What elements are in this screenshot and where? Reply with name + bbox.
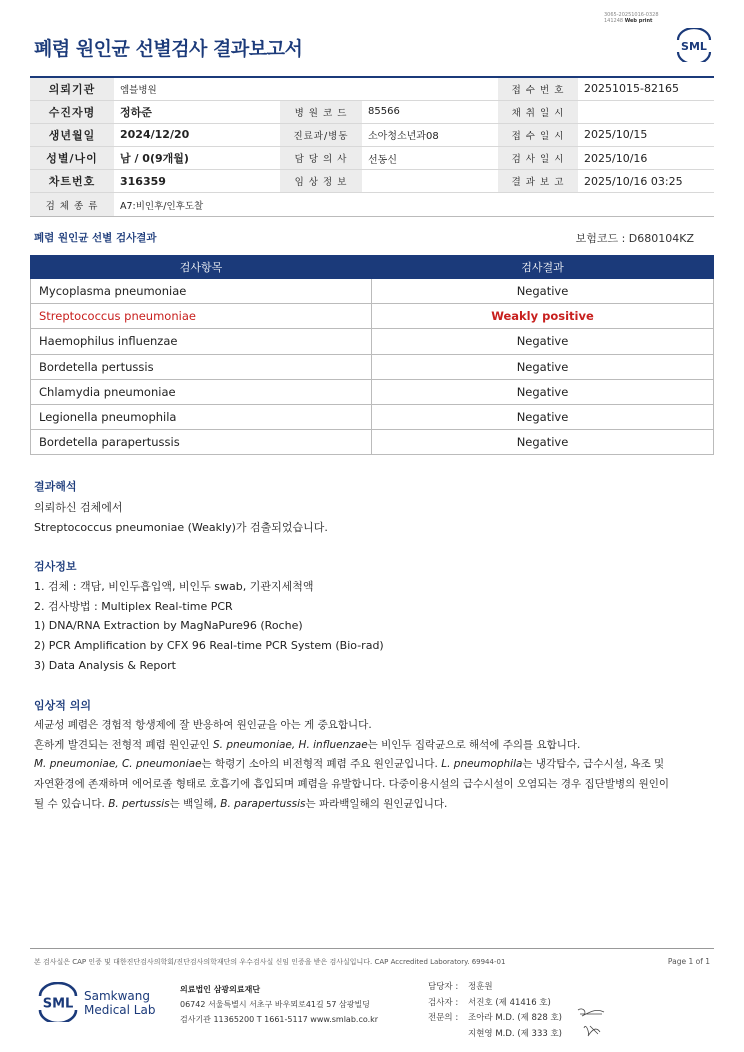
staff-row bbox=[428, 1027, 562, 1043]
clinical-span: 흔하게 발견되는 전형적 폐렴 원인균인 bbox=[34, 738, 213, 751]
info-value: 소아청소년과08 bbox=[362, 123, 498, 146]
info-label: 의뢰기관 bbox=[30, 77, 114, 100]
document-code bbox=[604, 12, 659, 24]
result-row bbox=[31, 379, 714, 404]
info-value: 2025/10/16 bbox=[578, 147, 714, 170]
info-row bbox=[30, 147, 714, 170]
org-address: 06742 서울특별시 서초구 바우뫼로41길 57 삼광빌딩 bbox=[180, 1000, 370, 1009]
test-info-title: 검사정보 bbox=[34, 560, 77, 573]
staff-name: 조아라 M.D. (제 828 호) bbox=[468, 1013, 563, 1023]
doc-code-line2: 141248 bbox=[604, 18, 624, 24]
info-label: 접 수 번 호 bbox=[498, 77, 578, 100]
clinical-line: 자연환경에 존재하며 에어로졸 형태로 호흡기에 흡입되며 폐렴을 유발합니다. 다중이용시설의 급수시설이 오염되는 경우 집단발병의 원인이 bbox=[34, 778, 670, 791]
info-value: 남 / 0(9개월) bbox=[114, 147, 280, 170]
info-label: 성별/나이 bbox=[30, 147, 114, 170]
test-item: Mycoplasma pneumoniae bbox=[31, 279, 372, 304]
clinical-span: 는 비인두 집락균으로 해석에 주의를 요합니다. bbox=[367, 738, 581, 751]
info-row bbox=[30, 170, 714, 193]
clinical-title: 임상적 의의 bbox=[34, 699, 91, 712]
sml-logo bbox=[674, 28, 714, 62]
clinical-line bbox=[34, 736, 669, 756]
info-label: 수진자명 bbox=[30, 100, 114, 123]
specimen-label: 검 체 종 류 bbox=[30, 193, 114, 216]
column-header-item: 검사항목 bbox=[31, 256, 372, 279]
clinical-italic: B. pertussis bbox=[108, 797, 170, 810]
clinical-span: 는 백일해, bbox=[169, 797, 221, 810]
info-value: 2024/12/20 bbox=[114, 123, 280, 146]
result-header-row bbox=[31, 256, 714, 279]
clinical-italic: L. pneumophila bbox=[441, 758, 523, 771]
result-table bbox=[30, 255, 714, 455]
org-name: 의료법인 삼광의료재단 bbox=[180, 985, 261, 994]
interpretation-text bbox=[34, 498, 328, 537]
test-item: Streptococcus pneumoniae bbox=[31, 304, 372, 329]
info-row bbox=[30, 100, 714, 123]
test-item: Bordetella parapertussis bbox=[31, 430, 372, 455]
doc-code-line1: 3065-20251016-0328 bbox=[604, 12, 659, 18]
insurance-code: 보험코드 : D680104KZ bbox=[575, 232, 694, 245]
interpretation-line: Streptococcus pneumoniae (Weakly)가 검출되었습니다. bbox=[34, 520, 328, 534]
report-title: 폐렴 원인균 선별검사 결과보고서 bbox=[34, 38, 303, 60]
info-label: 담 당 의 사 bbox=[280, 147, 362, 170]
info-row bbox=[30, 77, 714, 100]
info-label: 접 수 일 시 bbox=[498, 123, 578, 146]
info-value: 선동신 bbox=[362, 147, 498, 170]
staff-name: 정훈원 bbox=[468, 982, 493, 992]
info-label: 채 취 일 시 bbox=[498, 100, 578, 123]
sml-footer-logo bbox=[36, 982, 80, 1022]
signature-image bbox=[576, 1004, 606, 1038]
staff-name: 지현영 M.D. (제 333 호) bbox=[468, 1028, 563, 1039]
org-contact: 검사기관 11365200 T 1661-5117 www.smlab.co.kr bbox=[180, 1015, 379, 1024]
staff-role: 전문의 : bbox=[428, 1013, 459, 1023]
info-label bbox=[280, 77, 362, 100]
test-item: Haemophilus influenzae bbox=[31, 329, 372, 354]
test-item: Chlamydia pneumoniae bbox=[31, 379, 372, 404]
clinical-span: 될 수 있습니다. bbox=[34, 797, 109, 810]
staff-row bbox=[428, 996, 562, 1012]
result-row bbox=[31, 279, 714, 304]
clinical-line bbox=[34, 755, 669, 775]
info-value: 정하준 bbox=[114, 100, 280, 123]
staff-list bbox=[428, 980, 562, 1042]
result-row bbox=[31, 329, 714, 354]
info-value bbox=[362, 77, 498, 100]
test-info-line: 2) PCR Amplification by CFX 96 Real-time PCR System (Bio-rad) bbox=[34, 639, 384, 653]
test-result: Negative bbox=[372, 430, 714, 455]
clinical-italic: S. pneumoniae, H. influenzae bbox=[212, 738, 368, 751]
test-item: Legionella pneumophila bbox=[31, 404, 372, 429]
info-value: 2025/10/16 03:25 bbox=[578, 170, 714, 193]
info-label: 생년월일 bbox=[30, 123, 114, 146]
test-info-line: 1) DNA/RNA Extraction by MagNaPure96 (Roche) bbox=[34, 619, 303, 633]
brand-line: Medical Lab bbox=[84, 1003, 156, 1017]
info-label: 결 과 보 고 bbox=[498, 170, 578, 193]
clinical-span: 는 냉각탑수, 급수시설, 욕조 및 bbox=[522, 758, 665, 771]
test-info-text bbox=[34, 577, 384, 676]
info-row-specimen bbox=[30, 193, 714, 216]
brand-line: Samkwang bbox=[84, 989, 150, 1003]
info-value: 20251015-82165 bbox=[578, 77, 714, 100]
test-info-line: 1. 검체 : 객담, 비인두흡입액, 비인두 swab, 기관지세척액 bbox=[34, 580, 314, 593]
info-value: 2025/10/15 bbox=[578, 123, 714, 146]
footer-divider bbox=[30, 948, 714, 949]
clinical-italic: M. pneumoniae, C. pneumoniae bbox=[34, 758, 202, 771]
info-label: 진료과/병동 bbox=[280, 123, 362, 146]
accreditation-note: 본 검사실은 CAP 인증 및 대한진단검사의학회/진단검사의학재단의 우수검사실 신임 인증을 받은 검사실입니다. CAP Accredited Laboratory. 69944-01 bbox=[34, 958, 506, 966]
test-result: Weakly positive bbox=[372, 304, 714, 329]
info-label: 검 사 일 시 bbox=[498, 147, 578, 170]
info-label: 차트번호 bbox=[30, 170, 114, 193]
result-row bbox=[31, 404, 714, 429]
column-header-result: 검사결과 bbox=[372, 256, 714, 279]
patient-info-table bbox=[30, 76, 714, 217]
logo-text: SML bbox=[681, 40, 707, 53]
info-row bbox=[30, 123, 714, 146]
info-value: 85566 bbox=[362, 100, 498, 123]
test-info-line: 3) Data Analysis & Report bbox=[34, 658, 176, 672]
page-number: Page 1 of 1 bbox=[667, 957, 710, 966]
test-item: Bordetella pertussis bbox=[31, 354, 372, 379]
test-result: Negative bbox=[372, 379, 714, 404]
result-row bbox=[31, 430, 714, 455]
info-value bbox=[362, 170, 498, 193]
info-value bbox=[578, 100, 714, 123]
test-result: Negative bbox=[372, 404, 714, 429]
staff-row bbox=[428, 1011, 562, 1027]
interpretation-line: 의뢰하신 검체에서 bbox=[34, 501, 123, 514]
info-label: 임 상 정 보 bbox=[280, 170, 362, 193]
specimen-value: A7:비인후/인후도찰 bbox=[114, 193, 714, 216]
info-label: 병 원 코 드 bbox=[280, 100, 362, 123]
clinical-span: 는 학령기 소아의 비전형적 폐렴 주요 원인균입니다. bbox=[201, 758, 442, 771]
test-result: Negative bbox=[372, 354, 714, 379]
result-section-title: 폐렴 원인균 선별 검사결과 bbox=[34, 232, 157, 244]
organization-info bbox=[180, 982, 378, 1027]
info-value: 316359 bbox=[114, 170, 280, 193]
result-row bbox=[31, 354, 714, 379]
brand-name bbox=[84, 989, 155, 1017]
web-print-label: Web print bbox=[624, 18, 653, 24]
footer-logo-text: SML bbox=[42, 996, 74, 1012]
test-info-line: 2. 검사방법 : Multiplex Real-time PCR bbox=[34, 599, 233, 613]
test-result: Negative bbox=[372, 329, 714, 354]
interpretation-title: 결과해석 bbox=[34, 480, 77, 493]
clinical-line: 세균성 폐렴은 경험적 항생제에 잘 반응하여 원인균을 아는 게 중요합니다. bbox=[34, 719, 372, 731]
clinical-italic: B. parapertussis bbox=[220, 797, 306, 810]
info-value: 엠블병원 bbox=[114, 77, 280, 100]
clinical-text bbox=[34, 716, 669, 815]
test-result: Negative bbox=[372, 279, 714, 304]
staff-name: 서진호 (제 41416 호) bbox=[468, 997, 551, 1008]
staff-role: 검사자 : bbox=[428, 997, 459, 1008]
staff-role: 담당자 : bbox=[428, 982, 459, 992]
staff-row bbox=[428, 980, 562, 996]
result-row-positive bbox=[31, 304, 714, 329]
clinical-line bbox=[34, 795, 669, 815]
clinical-span: 는 파라백일해의 원인균입니다. bbox=[305, 797, 448, 810]
